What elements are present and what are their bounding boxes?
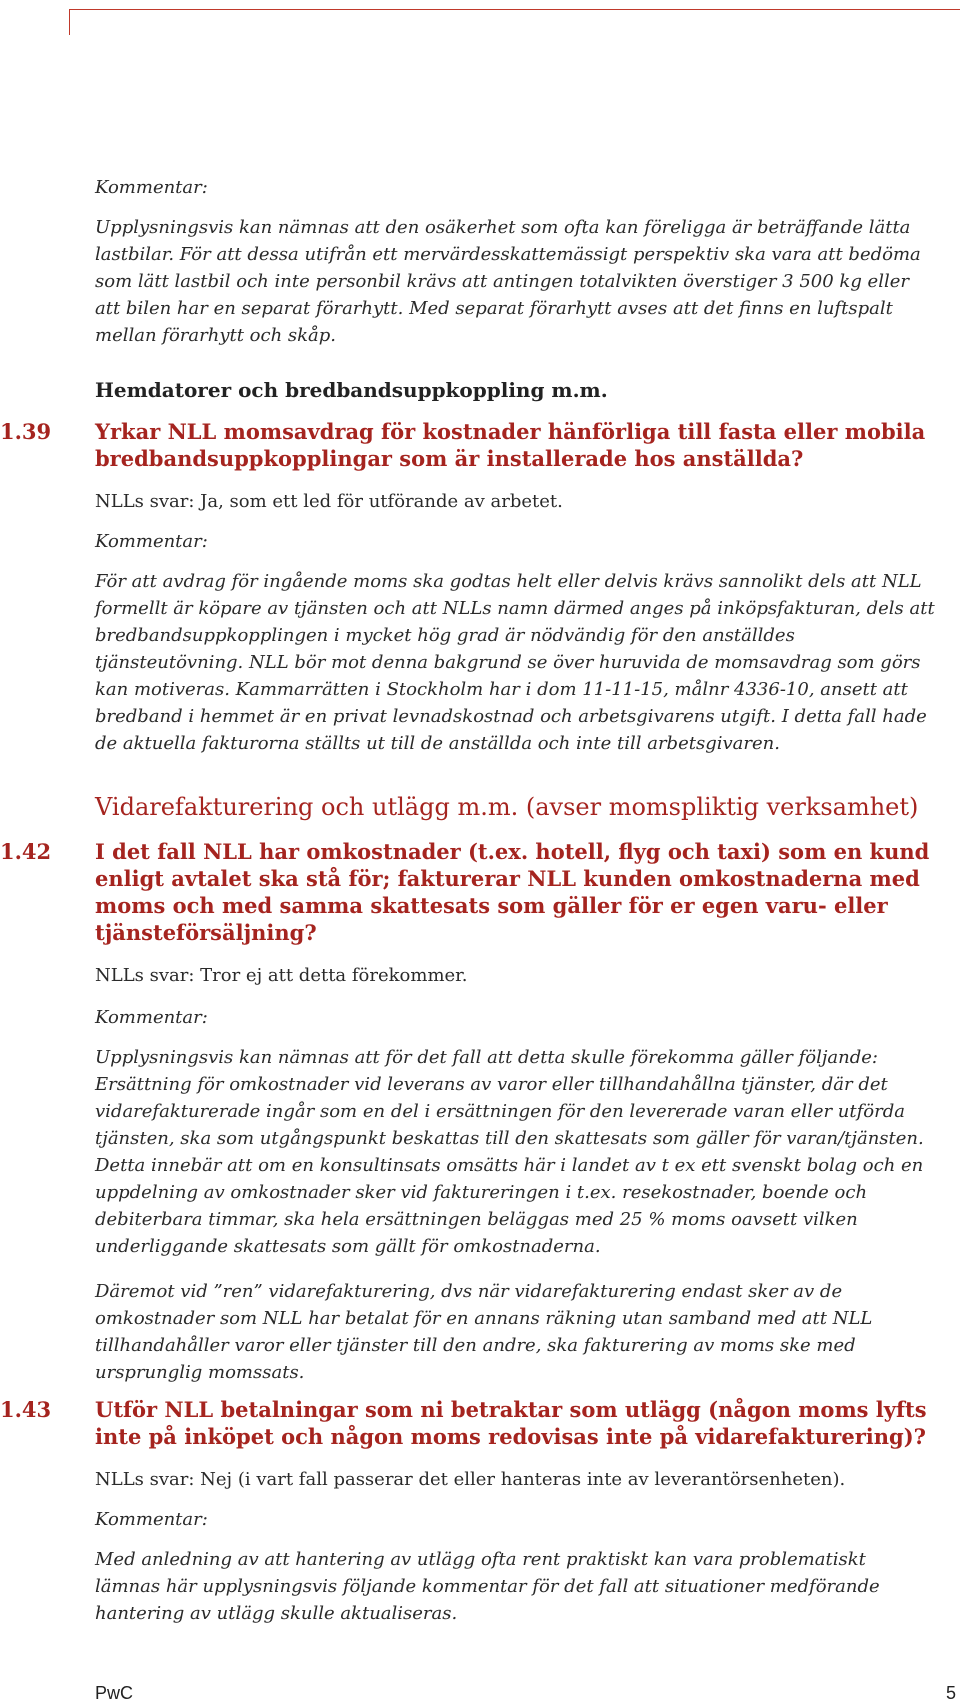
answer-text: NLLs svar: Tror ej att detta förekommer. (95, 965, 468, 986)
comment-text: Upplysningsvis kan nämnas att för det fall att detta skulle förekomma gäller följande: Ersättning för omkostnader vid leverans av varor eller tillhandahållna tjänster, där det vidarefakturerade ingår som en del i ersättningen för den levererade varan eller utförda tjänsten, ska som utgångspunkt beskattas till den skattesats som gäller för varan/tjänsten. Detta innebär att om en konsultinsats omsätts här i landet av t ex ett svenskt bolag och en uppdelning av omkostnader sker vid faktureringen i t.ex. resekostnader, boende och debiterbara timmar, ska hela ersättningen beläggas med 25 % moms oavsett vilken underliggande skattesats som gällt för omkostnaderna. (95, 1047, 924, 1257)
comment-text: Däremot vid ”ren” vidarefakturering, dvs när vidarefakturering endast sker av de omkostnader som NLL har betalat för en annans räkning utan samband med att NLL tillhandahåller varor eller tjänster till den andre, ska fakturering av moms ske med ursprunglig momssats. (95, 1281, 873, 1383)
comment-label: Kommentar: (95, 1509, 208, 1530)
question-number: 1.39 (0, 419, 52, 444)
comment-label: Kommentar: (95, 177, 208, 198)
comment-text: Med anledning av att hantering av utlägg ofta rent praktiskt kan vara problematiskt lämnas här upplysningsvis följande kommentar för det fall att situationer medförande hantering av utlägg skulle aktualiseras. (95, 1549, 880, 1624)
question-text: Yrkar NLL momsavdrag för kostnader hänförliga till fasta eller mobila bredbandsuppkopplingar som är installerade hos anställda? (95, 419, 926, 471)
question-number: 1.43 (0, 1397, 52, 1422)
answer-text: NLLs svar: Ja, som ett led för utförande av arbetet. (95, 491, 563, 512)
section-heading: Hemdatorer och bredbandsuppkoppling m.m. (95, 378, 608, 402)
comment-label: Kommentar: (95, 1007, 208, 1028)
question-text: I det fall NLL har omkostnader (t.ex. hotell, flyg och taxi) som en kund enligt avtalet ska stå för; fakturerar NLL kunden omkostnaderna med moms och med samma skattesats som gäller för er egen varu- eller tjänsteförsäljning? (95, 839, 930, 945)
comment-text: För att avdrag för ingående moms ska godtas helt eller delvis krävs sannolikt dels att NLL formellt är köpare av tjänsten och att NLLs namn därmed anges på inköpsfakturan, dels att bredbandsuppkopplingen i mycket hög grad är nödvändig för den anställdes tjänsteutövning. NLL bör mot denna bakgrund se över huruvida de momsavdrag som görs kan motiveras. Kammarrätten i Stockholm har i dom 11-11-15, målnr 4336-10, ansett att bredband i hemmet är en privat levnadskostnad och arbetsgivarens utgift. I detta fall hade de aktuella fakturorna ställts ut till de anställda och inte till arbetsgivaren. (95, 571, 935, 754)
question-text: Utför NLL betalningar som ni betraktar som utlägg (någon moms lyfts inte på inköpet och någon moms redovisas inte på vidarefakturering)? (95, 1397, 927, 1449)
question-number: 1.42 (0, 839, 52, 864)
comment-text: Upplysningsvis kan nämnas att den osäkerhet som ofta kan föreligga är beträffande lätta lastbilar. För att dessa utifrån ett mervärdesskattemässigt perspektiv ska vara att bedöma som lätt lastbil och inte personbil krävs att antingen totalvikten överstiger 3 500 kg eller att bilen har en separat förarhytt. Med separat förarhytt avses att det finns en luftspalt mellan förarhytt och skåp. (95, 217, 921, 346)
header-rule-corner (69, 9, 70, 35)
footer-brand: PwC (95, 1683, 134, 1703)
page-number: 5 (945, 1683, 956, 1703)
header-rule (69, 9, 960, 10)
answer-text: NLLs svar: Nej (i vart fall passerar det eller hanteras inte av leverantörsenheten). (95, 1469, 846, 1490)
comment-label: Kommentar: (95, 531, 208, 552)
section-heading: Vidarefakturering och utlägg m.m. (avser momspliktig verksamhet) (95, 793, 919, 821)
